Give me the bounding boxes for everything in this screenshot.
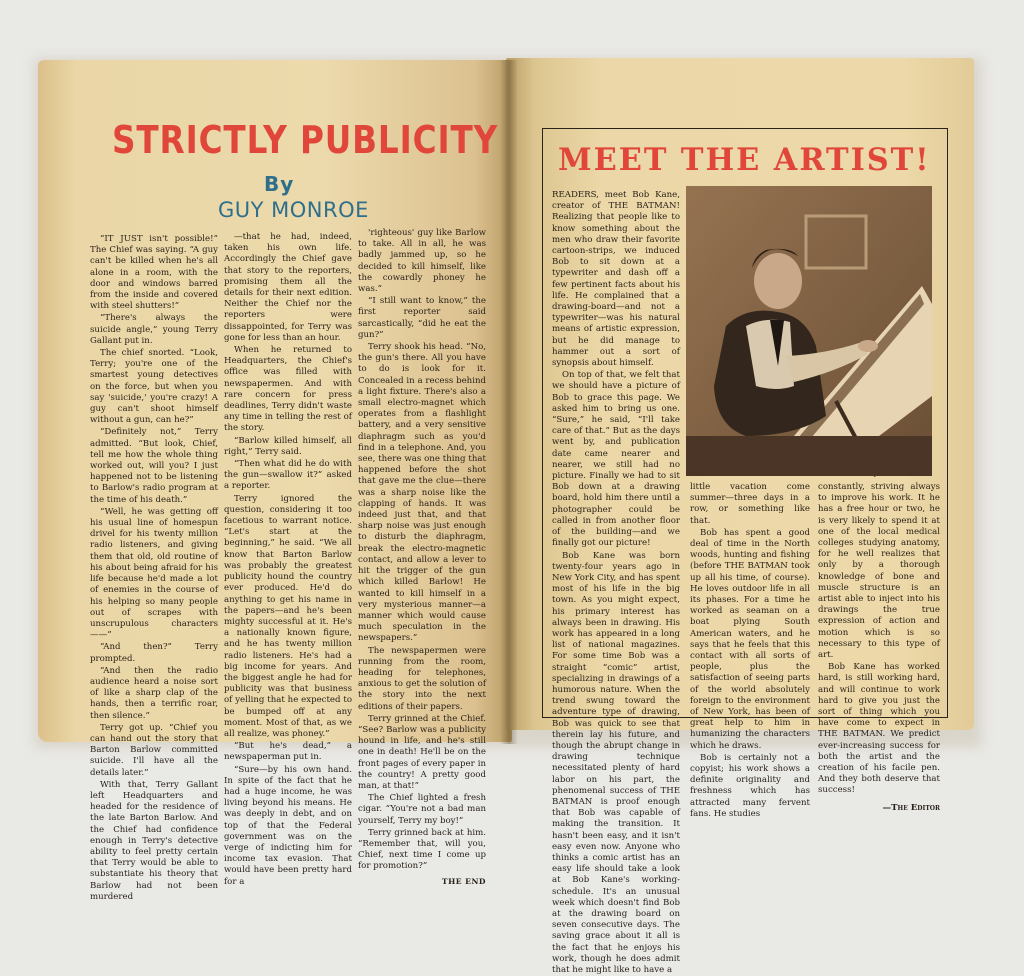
paragraph: little vacation come summer—three days in a row, or something like that. — [690, 482, 810, 527]
right-page — [506, 58, 974, 730]
paragraph: Terry grinned back at him. “Remember that, will you, Chief, next time I come up for promotion?” — [358, 828, 486, 873]
paragraph: “I still want to know,” the first reporter said sarcastically, “did he eat the gun?” — [358, 296, 486, 341]
paragraph: When he returned to Headquarters, the Chief's office was filled with newspapermen. And with rare concern for press deadlines, Terry didn't waste any time in telling the rest of the story. — [224, 345, 352, 435]
book-gutter — [500, 60, 518, 744]
paragraph: With that, Terry Gallant left Headquarters and headed for the residence of the late Barton Barlow. And the Chief had confidence enough in Terry's detective ability to feel pretty certain that Terry would be able to substantiate his theory that Barlow had not been murdered — [90, 780, 218, 903]
paragraph: “Then what did he do with the gun—swallow it?” asked a reporter. — [224, 459, 352, 493]
paragraph: The Chief lighted a fresh cigar. “You're not a bad man yourself, Terry my boy!” — [358, 793, 486, 827]
paragraph: “And then?” Terry prompted. — [90, 642, 218, 664]
paragraph: “There's always the suicide angle,” young Terry Gallant put in. — [90, 313, 218, 347]
article-column-1 — [552, 190, 680, 730]
paragraph: Bob has spent a good deal of time in the North woods, hunting and fishing (before THE BATMAN took up all his time, of course). He loves outdoor life in all its phases. For a time he worked as seaman on a boat plying South American waters, and he says that he feels that this contact with all sorts of people, plus the satisfaction of seeing parts of the world absolutely foreign to the environment of New York, has been of great help to him in humanizing the characters which he draws. — [690, 528, 810, 752]
article-title: MEET THE ARTIST! — [558, 142, 931, 178]
paragraph: The newspapermen were running from the room, heading for telephones, anxious to get the solution of the story into the next editions of their papers. — [358, 646, 486, 713]
paragraph: “And then the radio audience heard a noise sort of like a sharp clap of the hands, then a terrific roar, then silence.” — [90, 666, 218, 722]
paragraph: The chief snorted. “Look, Terry; you're one of the smartest young detectives on the force, but when you say 'suicide,' you're crazy! A guy can't shoot himself without a gun, can he?” — [90, 348, 218, 426]
paragraph: “IT JUST isn't possible!” The Chief was saying. “A guy can't be killed when he's all alone in a room, with the door and windows barred from the inside and covered with steel shutters!” — [90, 234, 218, 312]
artist-photo-image — [686, 186, 932, 476]
story-column-2 — [224, 232, 352, 737]
paragraph: Bob Kane was born twenty-four years ago in New York City, and has spent most of his life in the big town. As you might expect, his primary interest has always been in drawing. His work has appeared in a long list of national magazines. For some time Bob was a straight “comic” artist, specializing in drawings of a humorous nature. When the trend swung toward the adventure type of drawing, Bob was quick to see that therein lay his future, and though the abrupt change in drawing technique necessitated plenty of hard labor on his part, the phenomenal success of THE BATMAN is proof enough that Bob was capable of making the transition. It hasn't been easy, and it isn't easy even now. Anyone who thinks a comic artist has an easy life should take a look at Bob Kane's working-schedule. It's an unusual week which doesn't find Bob at the drawing board on seven consecutive days. The saving grace about it all is the fact that he enjoys his work, though he does admit that he might like to have a — [552, 551, 680, 976]
article-column-2 — [690, 482, 810, 714]
story-column-1 — [90, 234, 218, 732]
paragraph: Bob is certainly not a copyist; his work shows a definite originality and freshness which has attracted many fervent fans. He studies — [690, 753, 810, 820]
editor-signature: —The Editor — [818, 803, 940, 814]
paragraph: Bob Kane has worked hard, is still working hard, and will continue to work hard to give you just the sort of thing which you have come to expect in THE BATMAN. We predict ever-increasing success for both the artist and the creation of his facile pen. And they both deserve that success! — [818, 662, 940, 796]
story-column-3 — [358, 228, 486, 743]
paragraph: 'righteous' guy like Barlow to take. All in all, he was badly jammed up, so he decided to kill himself, like the cowardly phoney he was.” — [358, 228, 486, 295]
paragraph: Terry ignored the question, considering it too facetious to warrant notice. “Let's start at the beginning,” he said. “We all know that Barton Barlow was probably the greatest publicity hound the country ever produced. He'd do anything to get his name in the papers—and he's been mighty successful at it. He's a nationally known figure, and he has twenty million radio listeners. He's had a big income for years. And the biggest angle he had for publicity was that business of yelling that he expected to be bumped off at any moment. Most of that, as we all realize, was phoney.” — [224, 494, 352, 740]
author-name: GUY MONROE — [218, 198, 369, 222]
left-page — [38, 60, 512, 742]
paragraph: constantly, striving always to improve his work. It he has a free hour or two, he is very likely to spend it at one of the local medical colleges studying anatomy, for he well realizes that only by a thorough knowledge of bone and muscle structure is an artist able to inject into his drawings the true expression of action and motion which is so necessary to this type of art. — [818, 482, 940, 661]
paragraph: “Sure—by his own hand. In spite of the fact that he had a huge income, he was living beyond his means. He was deeply in debt, and on top of that the Federal government was on the verge of indicting him for income tax evasion. That would have been pretty hard for a — [224, 765, 352, 888]
paragraph: Terry got up. “Chief you can hand out the story that Barton Barlow committed suicide. I'll have all the details later.” — [90, 723, 218, 779]
paragraph: “Well, he was getting off his usual line of homespun drivel for his twenty million radio listeners, and giving them that old, old routine of his about being afraid for his life because he'd made a lot of enemies in the course of his helping so many people out of scrapes with unscrupulous characters——” — [90, 507, 218, 641]
story-title: STRICTLY PUBLICITY — [112, 118, 498, 162]
paragraph: “Definitely not,” Terry admitted. “But look, Chief, tell me how the whole thing worked out, will you? I just happened not to be listening to Barlow's radio program at the time of his death.” — [90, 427, 218, 505]
byline: By — [264, 172, 294, 196]
paragraph: On top of that, we felt that we should have a picture of Bob to grace this page. We asked him to bring us one. “Sure,” he said, “I'll take care of that.” But as the days went by, and publication date came nearer and nearer, we still had no picture. Finally we had to sit Bob down at a drawing board, hold him there until a photographer could be called in from another floor of the building—and we finally got our picture! — [552, 370, 680, 549]
artist-photo — [686, 186, 932, 476]
paragraph: Terry shook his head. “No, the gun's there. All you have to do is look for it. Concealed in a recess behind a light fixture. There's also a small electro-magnet which operates from a flashlight battery, and a very sensitive diaphragm such as you'd find in a telephone. And, you see, there was one thing that happened before the shot that gave me the clue—there was a sharp noise like the clapping of hands. It was indeed just that, and that sharp noise was just enough to disturb the diaphragm, break the electro-magnetic contact, and allow a lever to hit the trigger of the gun which killed Barlow! He wanted to kill himself in a very mysterious manner—a manner which would cause much speculation in the newspapers.” — [358, 342, 486, 644]
paragraph: “Barlow killed himself, all right,” Terry said. — [224, 436, 352, 458]
the-end-label: THE END — [442, 876, 486, 887]
paragraph: “But he's dead,” a newspaperman put in. — [224, 741, 352, 763]
paragraph: Terry grinned at the Chief. “See? Barlow was a publicity hound in life, and he's still one in death! He'll be on the front pages of every paper in the country! A pretty good man, at that!” — [358, 714, 486, 792]
paragraph: READERS, meet Bob Kane, creator of THE BATMAN! Realizing that people like to know something about the men who draw their favorite cartoon-strips, we induced Bob to sit down at a typewriter and dash off a few pertinent facts about his life. He complained that a drawing-board—and not a typewriter—was his natural means of artistic expression, but he did manage to hammer out a sort of synopsis about himself. — [552, 190, 680, 369]
article-column-3 — [818, 482, 940, 714]
paragraph: —that he had, indeed, taken his own life. Accordingly the Chief gave that story to the reporters, promising them all the details for their next edition. Neither the Chief nor the reporters were dissappointed, for Terry was gone for less than an hour. — [224, 232, 352, 344]
